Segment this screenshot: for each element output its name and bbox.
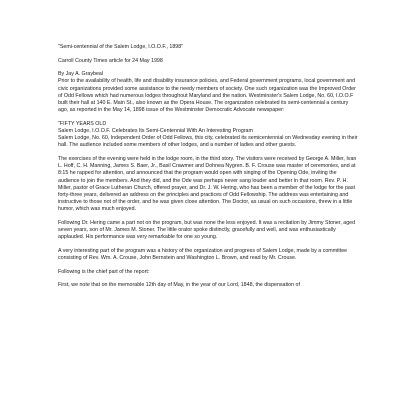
paragraph-first: First, we note that on the memorable 12th day of May, in the year of our Lord, 1848, the dispensation of <box>58 282 300 289</box>
source-line: Carroll County Times article for 24 May 1998 <box>58 57 163 64</box>
article-block <box>58 121 358 150</box>
paragraph-chief: Following is the chief part of the report: <box>58 268 150 275</box>
article-heading: "FIFTY YEARS OLD <box>58 120 107 127</box>
document-page <box>58 44 358 296</box>
byline <box>58 71 358 114</box>
paragraph-exercises: The exercises of the evening were held in the lodge room, in the third story. The visitors were received by George A. Miller, Ivan L. Hoff, C. H. Manning, James S. Baer, Jr., Basil Crawmer and Dohnea Nygren. B. F. Crouse was master of ceremonies, and at 8:15 he rapped for attention, and announced that the program would open with singing of the Opening Ode, inviting the audience to join the members. And they did, and the Ode was perhaps never sang louder and better in that room. Rev. P. H. Miller, pastor of Grace Lutheran Church, offered prayer, and Dr. J. W. Hering, who has been a member of the lodge for the past forty-three years, delivered an address on the principles and practices of Odd Fellowship. The address was entertaining and instructive to those not of the order, and he was given close attention. The Doctor, as usual on such occasions, threw in a little humor, which was much enjoyed. <box>58 156 357 213</box>
paragraph-history: A very interesting part of the program was a history of the organization and progress of Salem Lodge, made by a committee consisting of Rev. Wm. A. Crouse, John Bernstein and Washington L. Brown, and read by Mr. Crouse. <box>58 248 348 262</box>
paragraph-following: Following Dr. Hering came a part not on the program, but was none the less enjoyed. It was a recitation by Jimmy Stoner, aged seven years, son of Mr. James M. Stoner. The little orator spoke distinctly, gracefully and well, and was enthusiastically applauded. His performance was very remarkable for one so young. <box>58 220 356 241</box>
article-lead: Salem Lodge, No. 60, Independent Order of Odd Fellows, this city, celebrated its semicentennial on Wednesday evening in their hall. The audience included some members of other lodges, and a number of ladies and other guests. <box>58 135 358 149</box>
document-title: "Semi-centennial of the Salem Lodge, I.O.O.F., 1898" <box>58 44 184 50</box>
intro-paragraph: Prior to the availability of health, life and disability insurance policies, and Federal government programs, local government and civic organizations provided some assistance to the needy members of society. One such organization was the Improved Order of Odd Fellows which had numerous lodges throughout Maryland and the nation. Westminster's Salem Lodge, No. 60, I.O.O.F built their hall at 140 E. Main St., also known as the Opera House. The organization celebrated its semi-centennial a century ago, as reported in the May 14, 1898 issue of the Westminster Democratic Advocate newspaper: <box>58 78 356 114</box>
byline-text: By Jay A. Graybeal <box>58 71 104 78</box>
article-subheading: Salem Lodge, I.O.O.F. Celebrates Its Semi-Centennial With An Interesting Program <box>58 128 253 134</box>
